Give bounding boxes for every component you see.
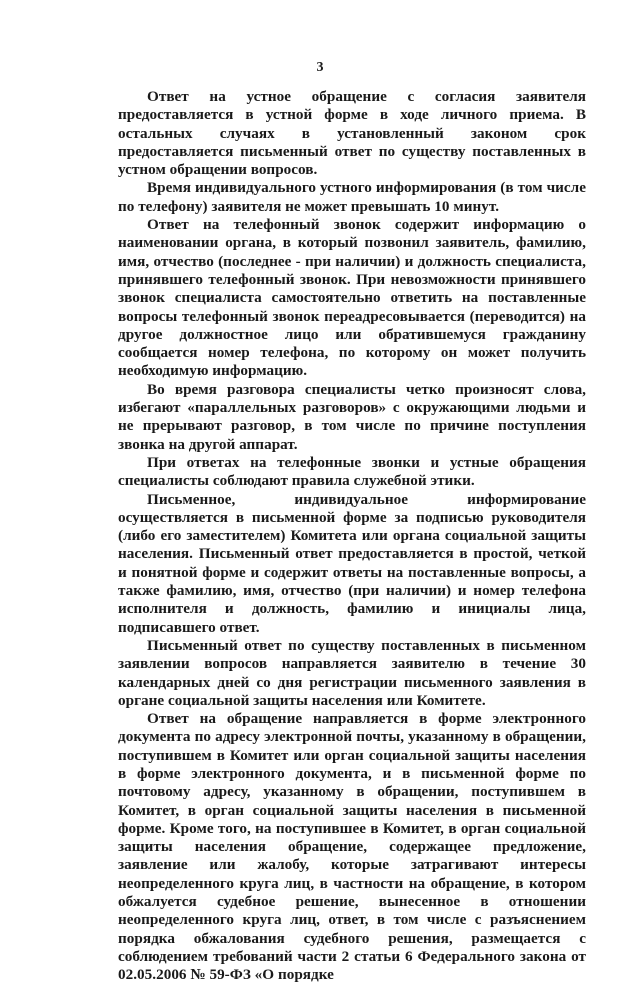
paragraph-service-ethics: При ответах на телефонные звонки и устные обращения специалисты соблюдают правила служебной этики.: [118, 453, 586, 490]
paragraph-written-informing: Письменное, индивидуальное информирование осуществляется в письменной форме за подписью руководителя (либо его заместителем) Комитета или органа социальной защиты населения. Письменный ответ предоставляется в простой, четкой и понятной форме и содержит ответы на поставленные вопросы, а также фамилию, имя, отчество (при наличии) и номер телефона исполнителя и должность, фамилию и инициалы лица, подписавшего ответ.: [118, 490, 586, 636]
paragraph-oral-response: Ответ на устное обращение с согласия заявителя предоставляется в устной форме в ходе личного приема. В остальных случаях в установленный законом срок предоставляется письменный ответ по существу поставленных в устном обращении вопросов.: [118, 88, 586, 179]
paragraph-electronic-response: Ответ на обращение направляется в форме электронного документа по адресу электронной почты, указанному в обращении, поступившем в Комитет или орган социальной защиты населения в форме электронного документа, и в письменной форме по почтовому адресу, указанному в обращении, поступившем в Комитет, в орган социальной защиты населения в письменной форме. Кроме того, на поступившее в Комитет, в орган социальной защиты населения обращение, содержащее предложение, заявление или жалобу, которые затрагивают интересы неопределенного круга лиц, в частности на обращение, в котором обжалуется судебное решение, вынесенное в отношении неопределенного круга лиц, ответ, в том числе с разъяснением порядка обжалования судебного решения, размещается с соблюдением требований части 2 статьи 6 Федерального закона от 02.05.2006 № 59-ФЗ «О порядке: [118, 710, 586, 984]
paragraph-written-response-term: Письменный ответ по существу поставленных в письменном заявлении вопросов направляется заявителю в течение 30 календарных дней со дня регистрации письменного заявления в органе социальной защиты населения или Комитете.: [118, 636, 586, 709]
paragraph-oral-info-time: Время индивидуального устного информирования (в том числе по телефону) заявителя не может превышать 10 минут.: [118, 179, 586, 215]
paragraph-phone-call-response: Ответ на телефонный звонок содержит информацию о наименовании органа, в который позвонил заявитель, фамилию, имя, отчество (последнее - при наличии) и должность специалиста, принявшего телефонный звонок. При невозможности принявшего звонок специалиста самостоятельно ответить на поставленные вопросы телефонный звонок переадресовывается (переводится) на другое должностное лицо или обратившемуся гражданину сообщается номер телефона, по которому он может получить необходимую информацию.: [118, 216, 586, 380]
document-body: [118, 88, 586, 985]
page-number: 3: [316, 60, 324, 75]
paragraph-conversation-rules: Во время разговора специалисты четко произносят слова, избегают «параллельных разговоров» с окружающими людьми и не прерывают разговор, в том числе по причине поступления звонка на другой аппарат.: [118, 380, 586, 453]
